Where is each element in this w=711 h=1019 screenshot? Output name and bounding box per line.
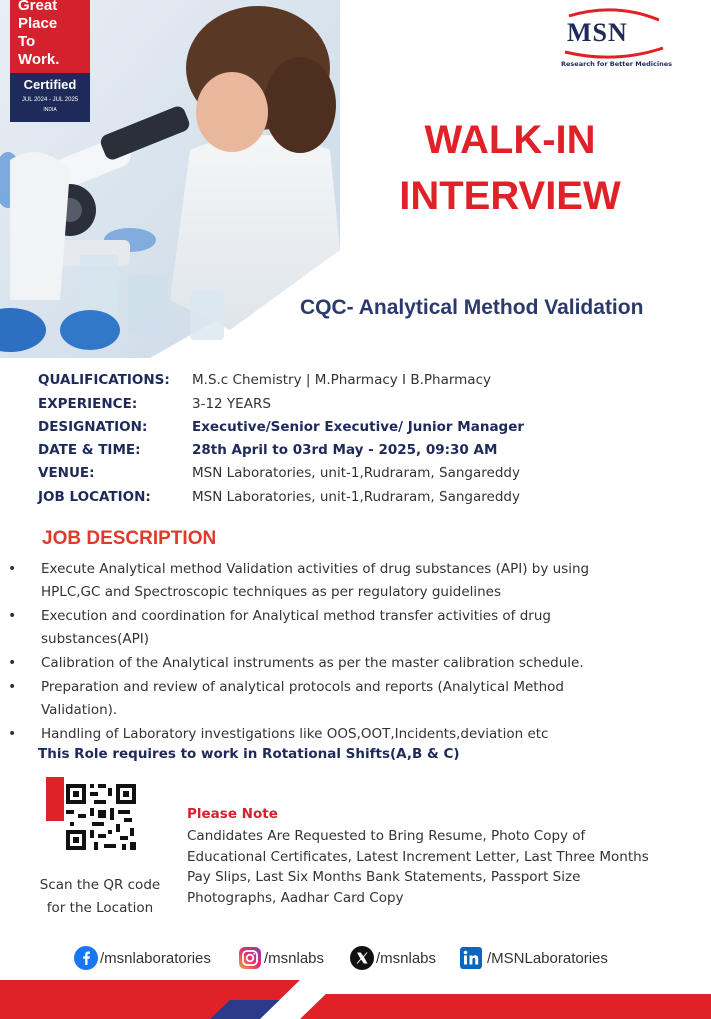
job-description-title: JOB DESCRIPTION — [42, 528, 217, 549]
detail-label: DESIGNATION: — [38, 419, 148, 435]
list-item-text: Calibration of the Analytical instruments as per the master calibration schedule. — [41, 655, 584, 671]
list-item-text: Execute Analytical method Validation activities of drug substances (API) by using HPLC,GC and Spectroscopic techniques as per regulatory guidelines — [41, 561, 590, 600]
facebook-icon — [74, 946, 98, 970]
location-qr-code[interactable] — [64, 782, 138, 852]
x-link[interactable] — [350, 944, 436, 972]
badge-certified-block — [10, 73, 90, 122]
linkedin-handle: /MSNLaboratories — [487, 949, 608, 967]
qr-caption: Scan the QR code for the Location — [39, 877, 161, 916]
list-item-text: Preparation and review of analytical protocols and reports (Analytical Method Validation). — [41, 679, 564, 718]
department-title: CQC- Analytical Method Validation — [300, 296, 644, 319]
list-item-text: Handling of Laboratory investigations like OOS,OOT,Incidents,deviation etc — [41, 726, 549, 742]
badge-certified: Certified — [23, 77, 77, 92]
badge-period: JUL 2024 - JUL 2025 — [21, 97, 79, 103]
detail-value: 3-12 YEARS — [192, 396, 271, 412]
bullet-icon: • — [8, 679, 17, 695]
please-note-title: Please Note — [187, 806, 278, 822]
bullet-icon: • — [8, 726, 17, 742]
detail-value: MSN Laboratories, unit-1,Rudraram, Sangareddy — [192, 465, 520, 481]
detail-label: JOB LOCATION: — [38, 489, 151, 505]
linkedin-icon — [460, 947, 482, 969]
instagram-link[interactable] — [238, 944, 324, 972]
logo-tagline: Research for Better Medicines — [561, 60, 672, 68]
bullet-icon: • — [8, 608, 17, 624]
linkedin-link[interactable] — [460, 944, 608, 972]
badge-line-3: To — [18, 33, 36, 50]
badge-line-4: Work. — [18, 51, 60, 68]
list-item-text: Execution and coordination for Analytical method transfer activities of drug substances(API) — [41, 608, 551, 647]
bullet-icon: • — [8, 561, 17, 577]
bullet-icon: • — [8, 655, 17, 671]
x-icon — [350, 946, 374, 970]
qr-code-icon — [64, 782, 138, 852]
instagram-handle: /msnlabs — [264, 949, 325, 967]
badge-line-1: Great — [18, 0, 58, 14]
logo-name: MSN — [567, 18, 628, 47]
headline-line-2: INTERVIEW — [399, 174, 621, 218]
detail-label: DATE & TIME: — [38, 442, 141, 458]
please-note-body: Candidates Are Requested to Bring Resume, Photo Copy of Educational Certificates, Latest Increment Letter, Last Three Months Pay Slips, Last Six Months Bank Statements, Passport Size Photographs, Aadhar Card Copy — [187, 828, 649, 906]
qr-accent-bar — [46, 777, 64, 821]
facebook-link[interactable] — [74, 944, 211, 972]
footer-decorative-bars — [0, 980, 711, 1019]
detail-value: 28th April to 03rd May - 2025, 09:30 AM — [192, 442, 498, 458]
great-place-to-work-badge — [10, 0, 90, 122]
walk-in-headline — [360, 112, 660, 224]
detail-value: M.S.c Chemistry | M.Pharmacy I B.Pharmacy — [192, 372, 491, 388]
headline-line-1: WALK-IN — [424, 118, 596, 162]
detail-label: QUALIFICATIONS: — [38, 372, 170, 388]
detail-label: EXPERIENCE: — [38, 396, 138, 412]
x-handle: /msnlabs — [376, 949, 437, 967]
badge-country: INDIA — [43, 107, 57, 113]
shift-note: This Role requires to work in Rotational Shifts(A,B & C) — [38, 746, 460, 762]
instagram-icon — [238, 946, 262, 970]
detail-label: VENUE: — [38, 465, 95, 481]
badge-line-2: Place — [18, 15, 58, 32]
detail-value: MSN Laboratories, unit-1,Rudraram, Sangareddy — [192, 489, 520, 505]
detail-value: Executive/Senior Executive/ Junior Manager — [192, 419, 525, 435]
msn-logo — [555, 8, 675, 76]
facebook-handle: /msnlaboratories — [100, 949, 211, 967]
